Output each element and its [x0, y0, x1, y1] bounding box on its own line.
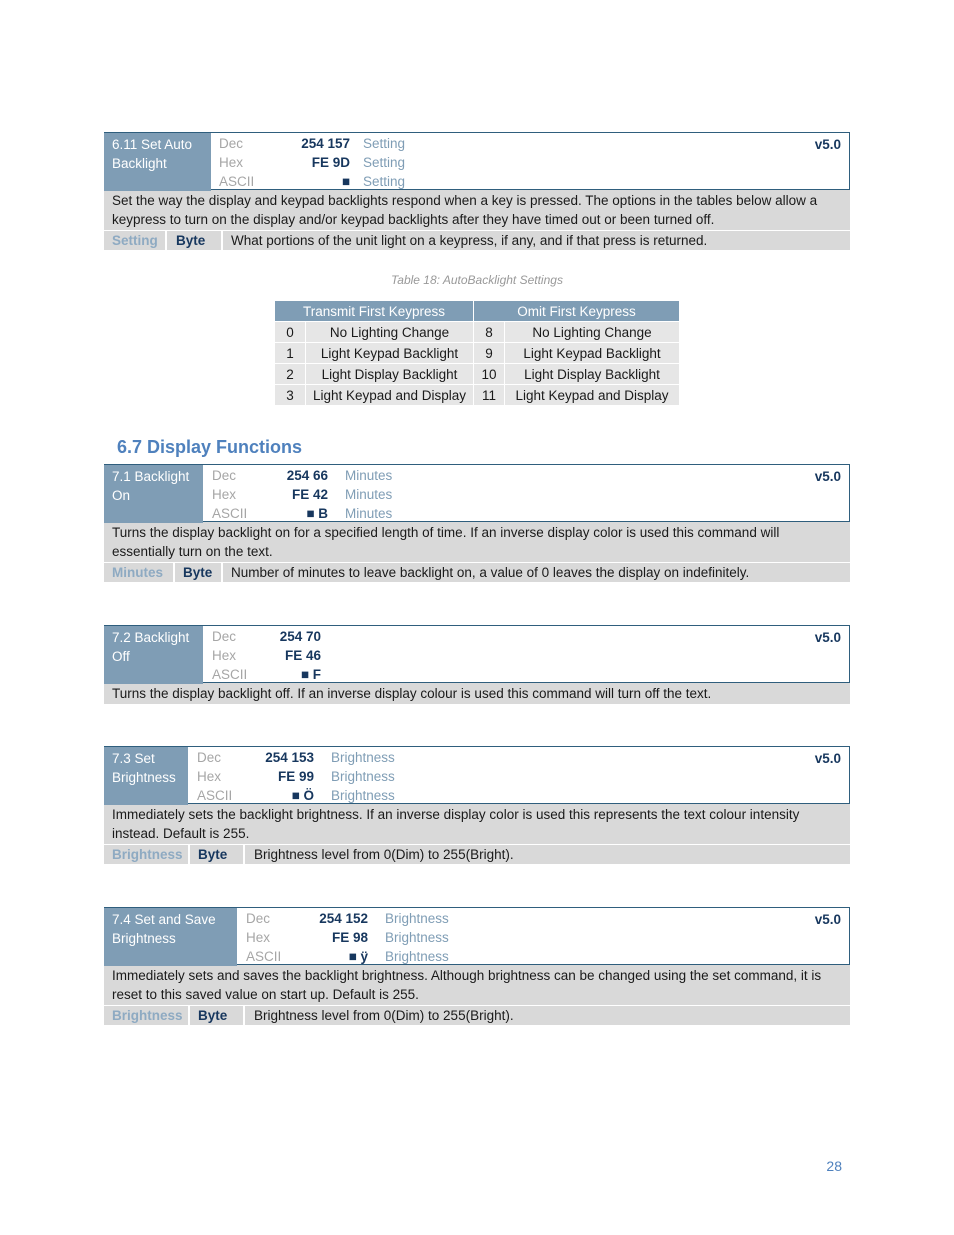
table-row [275, 364, 680, 385]
command-description: Immediately sets and saves the backlight brightness. Although brightness can be changed using the set command, it is reset to this saved value on start up. Default is 255. [104, 965, 850, 1006]
command-title-line2: Brightness [112, 931, 176, 946]
command-title-line1: 7.1 Backlight [112, 469, 190, 484]
dec-value: 254 153 [265, 750, 314, 765]
dec-value: 254 70 [279, 629, 321, 644]
table-cell: Light Keypad Backlight [505, 343, 680, 364]
parameter-type: Byte [183, 565, 213, 580]
command-header [104, 625, 850, 683]
table-cell: 1 [275, 343, 306, 364]
dec-param-name: Setting [363, 136, 406, 151]
parameter-row [104, 845, 850, 864]
ascii-label: ASCII [246, 949, 282, 964]
hex-value: FE 9D [311, 155, 350, 170]
command-title-line1: 7.4 Set and Save [112, 912, 216, 927]
command-title [104, 747, 188, 805]
command-title-line2: Off [112, 649, 130, 664]
dec-label: Dec [197, 750, 222, 765]
parameter-name: Brightness [112, 1008, 183, 1023]
hex-label: Hex [246, 930, 271, 945]
ascii-param-name: Minutes [345, 506, 393, 521]
table-row [275, 385, 680, 406]
dec-param-name: Brightness [385, 911, 449, 926]
table-header-omit: Omit First Keypress [474, 301, 680, 322]
command-block-7-2 [104, 625, 850, 705]
command-title [104, 465, 203, 523]
ascii-param-name: Setting [363, 174, 406, 189]
command-header [104, 907, 850, 965]
parameter-name: Brightness [112, 847, 183, 862]
version-label: v5.0 [814, 751, 841, 766]
hex-value: FE 46 [284, 648, 321, 663]
table-cell: Light Display Backlight [306, 364, 474, 385]
command-description: Immediately sets the backlight brightness. If an inverse display color is used this represents the text colour intensity instead. Default is 255. [104, 804, 850, 845]
command-title-line1: 7.2 Backlight [112, 630, 190, 645]
command-title-line1: 6.11 Set Auto [112, 137, 193, 152]
dec-param-name: Minutes [345, 468, 393, 483]
dec-value: 254 66 [286, 468, 328, 483]
table-cell: Light Keypad Backlight [306, 343, 474, 364]
parameter-row [104, 563, 850, 582]
parameter-type: Byte [198, 847, 228, 862]
hex-label: Hex [219, 155, 244, 170]
command-description: Turns the display backlight on for a specified length of time. If an inverse display color is used this command will essentially turn on the text. [104, 522, 850, 563]
parameter-description: Number of minutes to leave backlight on, a value of 0 leaves the display on indefinitely. [231, 565, 750, 580]
hex-param-name: Setting [363, 155, 406, 170]
parameter-row [104, 231, 850, 250]
table-cell: Light Keypad and Display [306, 385, 474, 406]
dec-label: Dec [212, 629, 237, 644]
table-header-transmit: Transmit First Keypress [275, 301, 474, 322]
ascii-label: ASCII [212, 667, 248, 682]
hex-param-name: Minutes [345, 487, 393, 502]
parameter-name: Minutes [112, 565, 164, 580]
version-label: v5.0 [814, 912, 841, 927]
command-title [104, 908, 237, 966]
ascii-value: ■ [341, 174, 350, 189]
ascii-label: ASCII [197, 788, 233, 803]
command-block-7-4 [104, 907, 850, 1025]
command-title-line2: On [112, 488, 131, 503]
table-cell: Light Keypad and Display [505, 385, 680, 406]
command-description: Set the way the display and keypad backlights respond when a key is pressed. The options in the tables below allow a keypress to turn on the display and/or keypad backlights after they have timed out or been turned off. [104, 190, 850, 231]
parameter-description: What portions of the unit light on a keypress, if any, and if that press is returned. [231, 233, 708, 248]
ascii-value: ■ ÿ [348, 949, 368, 964]
ascii-value: ■ Ö [291, 788, 314, 803]
page-number: 28 [826, 1158, 842, 1174]
table-cell: 3 [275, 385, 306, 406]
table-row [275, 343, 680, 364]
command-header [104, 464, 850, 522]
dec-label: Dec [212, 468, 237, 483]
dec-label: Dec [246, 911, 271, 926]
parameter-description: Brightness level from 0(Dim) to 255(Bright). [254, 847, 514, 862]
dec-value: 254 152 [319, 911, 368, 926]
command-title [104, 133, 211, 191]
command-block-7-1 [104, 464, 850, 582]
hex-param-name: Brightness [385, 930, 449, 945]
command-block-6-11 [104, 132, 850, 250]
ascii-value: ■ B [306, 506, 328, 521]
command-title-line2: Brightness [112, 770, 176, 785]
table-cell: 2 [275, 364, 306, 385]
ascii-label: ASCII [212, 506, 248, 521]
version-label: v5.0 [814, 630, 841, 645]
parameter-type: Byte [198, 1008, 228, 1023]
version-label: v5.0 [814, 137, 841, 152]
command-header [104, 132, 850, 190]
section-heading: 6.7 Display Functions [117, 437, 303, 457]
parameter-type: Byte [176, 233, 206, 248]
hex-value: FE 98 [331, 930, 368, 945]
table-cell: Light Display Backlight [505, 364, 680, 385]
hex-value: FE 42 [291, 487, 328, 502]
command-header [104, 746, 850, 804]
table-caption: Table 18: AutoBacklight Settings [391, 273, 563, 287]
table-cell: 0 [275, 322, 306, 343]
ascii-value: ■ F [300, 667, 321, 682]
dec-value: 254 157 [301, 136, 350, 151]
table-cell: 8 [474, 322, 505, 343]
table-row [275, 322, 680, 343]
version-label: v5.0 [814, 469, 841, 484]
command-title-line1: 7.3 Set [112, 751, 155, 766]
dec-label: Dec [219, 136, 244, 151]
table-cell: 10 [474, 364, 505, 385]
table-cell: No Lighting Change [505, 322, 680, 343]
ascii-label: ASCII [219, 174, 255, 189]
ascii-param-name: Brightness [331, 788, 395, 803]
parameter-name: Setting [112, 233, 158, 248]
command-description: Turns the display backlight off. If an inverse display colour is used this command will turn off the text. [104, 683, 850, 705]
parameter-description: Brightness level from 0(Dim) to 255(Bright). [254, 1008, 514, 1023]
hex-param-name: Brightness [331, 769, 395, 784]
command-title-line2: Backlight [112, 156, 167, 171]
table-cell: 9 [474, 343, 505, 364]
hex-value: FE 99 [277, 769, 314, 784]
dec-param-name: Brightness [331, 750, 395, 765]
hex-label: Hex [212, 648, 237, 663]
autobacklight-table [274, 300, 680, 406]
ascii-param-name: Brightness [385, 949, 449, 964]
command-block-7-3 [104, 746, 850, 864]
hex-label: Hex [212, 487, 237, 502]
table-cell: 11 [474, 385, 505, 406]
command-title [104, 626, 203, 684]
parameter-row [104, 1006, 850, 1025]
table-cell: No Lighting Change [306, 322, 474, 343]
hex-label: Hex [197, 769, 222, 784]
